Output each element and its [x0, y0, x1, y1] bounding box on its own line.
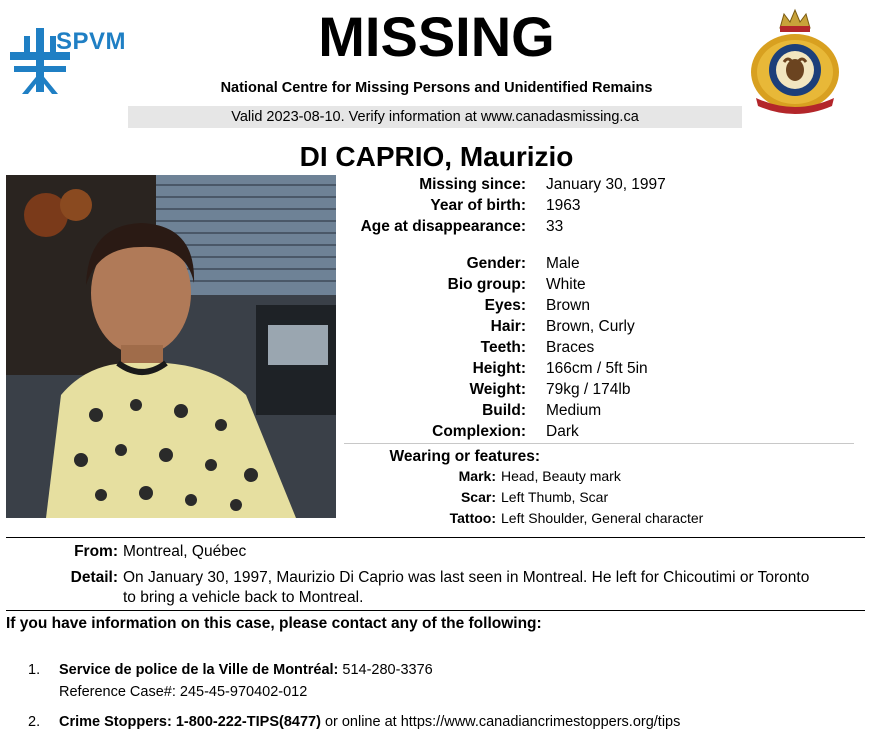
features-title: Wearing or features:	[389, 448, 540, 465]
info-value: January 30, 1997	[546, 176, 666, 193]
rcmp-crest	[746, 6, 844, 118]
info-value: Male	[546, 255, 580, 272]
info-value: Brown	[546, 297, 590, 314]
info-label: Age at disappearance:	[360, 218, 526, 235]
info-eyes	[340, 295, 860, 316]
feature-label: Mark:	[458, 468, 496, 484]
feature-value: Left Shoulder, General character	[501, 510, 704, 526]
info-value: 166cm / 5ft 5in	[546, 360, 648, 377]
info-label: Bio group:	[447, 276, 526, 293]
info-hair	[340, 316, 860, 337]
info-label: Height:	[472, 360, 526, 377]
info-label: Eyes:	[484, 297, 526, 314]
info-value: Medium	[546, 402, 602, 419]
from-label: From:	[74, 543, 118, 560]
info-bio-group	[340, 274, 860, 295]
info-value: Brown, Curly	[546, 318, 635, 335]
feature-tattoo	[340, 508, 860, 528]
info-label: Hair:	[490, 318, 526, 335]
contact-online-link[interactable]: or online at https://www.canadiancrimestoppers.org/tips	[324, 714, 681, 730]
organization-subtitle: National Centre for Missing Persons and Unidentified Remains	[220, 80, 653, 96]
contact-number: 2.	[28, 714, 41, 730]
contact-item-spvm	[59, 660, 433, 680]
info-value: 33	[546, 218, 564, 235]
contact-number: 1.	[28, 662, 41, 678]
spvm-logo-text: SPVM	[56, 28, 127, 55]
info-label: Complexion:	[432, 423, 526, 440]
validity-banner: Valid 2023-08-10. Verify information at www.canadasmissing.ca	[128, 106, 742, 128]
info-value: 1963	[546, 197, 581, 214]
feature-label: Tattoo:	[449, 510, 496, 526]
section-divider	[6, 610, 865, 611]
info-value: 79kg / 174lb	[546, 381, 631, 398]
feature-scar	[340, 487, 860, 507]
contact-phone[interactable]: 514-280-3376	[342, 662, 433, 678]
detail-label: Detail:	[70, 569, 118, 586]
contact-name: Crime Stoppers: 1-800-222-TIPS(8477)	[59, 714, 321, 730]
feature-value: Left Thumb, Scar	[501, 489, 609, 505]
info-divider	[344, 443, 854, 444]
contact-name: Service de police de la Ville de Montréal:	[59, 662, 339, 678]
info-value: White	[546, 276, 586, 293]
info-label: Year of birth:	[430, 197, 526, 214]
page-title: MISSING	[318, 5, 555, 68]
info-label: Build:	[482, 402, 526, 419]
info-value: Braces	[546, 339, 595, 356]
contact-reference: Reference Case#: 245-45-970402-012	[59, 684, 308, 700]
info-label: Gender:	[466, 255, 526, 272]
feature-mark	[340, 466, 860, 486]
info-weight	[340, 379, 860, 400]
info-label: Teeth:	[480, 339, 526, 356]
info-gender	[340, 253, 860, 274]
info-missing-since	[340, 174, 860, 195]
info-complexion	[340, 421, 860, 442]
info-age	[340, 216, 860, 237]
detail-value: On January 30, 1997, Maurizio Di Caprio was last seen in Montreal. He left for Chicoutimi or Toronto to bring a vehicle back to Montreal.	[123, 569, 810, 606]
from-value: Montreal, Québec	[123, 543, 247, 560]
person-name: DI CAPRIO, Maurizio	[299, 141, 574, 172]
contact-heading: If you have information on this case, please contact any of the following:	[6, 615, 542, 632]
info-year-of-birth	[340, 195, 860, 216]
contact-item-crime-stoppers	[59, 712, 680, 732]
feature-label: Scar:	[460, 489, 496, 505]
section-divider	[6, 537, 865, 538]
info-label: Weight:	[469, 381, 526, 398]
info-value: Dark	[546, 423, 579, 440]
info-build	[340, 400, 860, 421]
feature-value: Head, Beauty mark	[501, 468, 621, 484]
person-photo	[6, 175, 336, 518]
info-label: Missing since:	[419, 176, 526, 193]
info-teeth	[340, 337, 860, 358]
info-height	[340, 358, 860, 379]
